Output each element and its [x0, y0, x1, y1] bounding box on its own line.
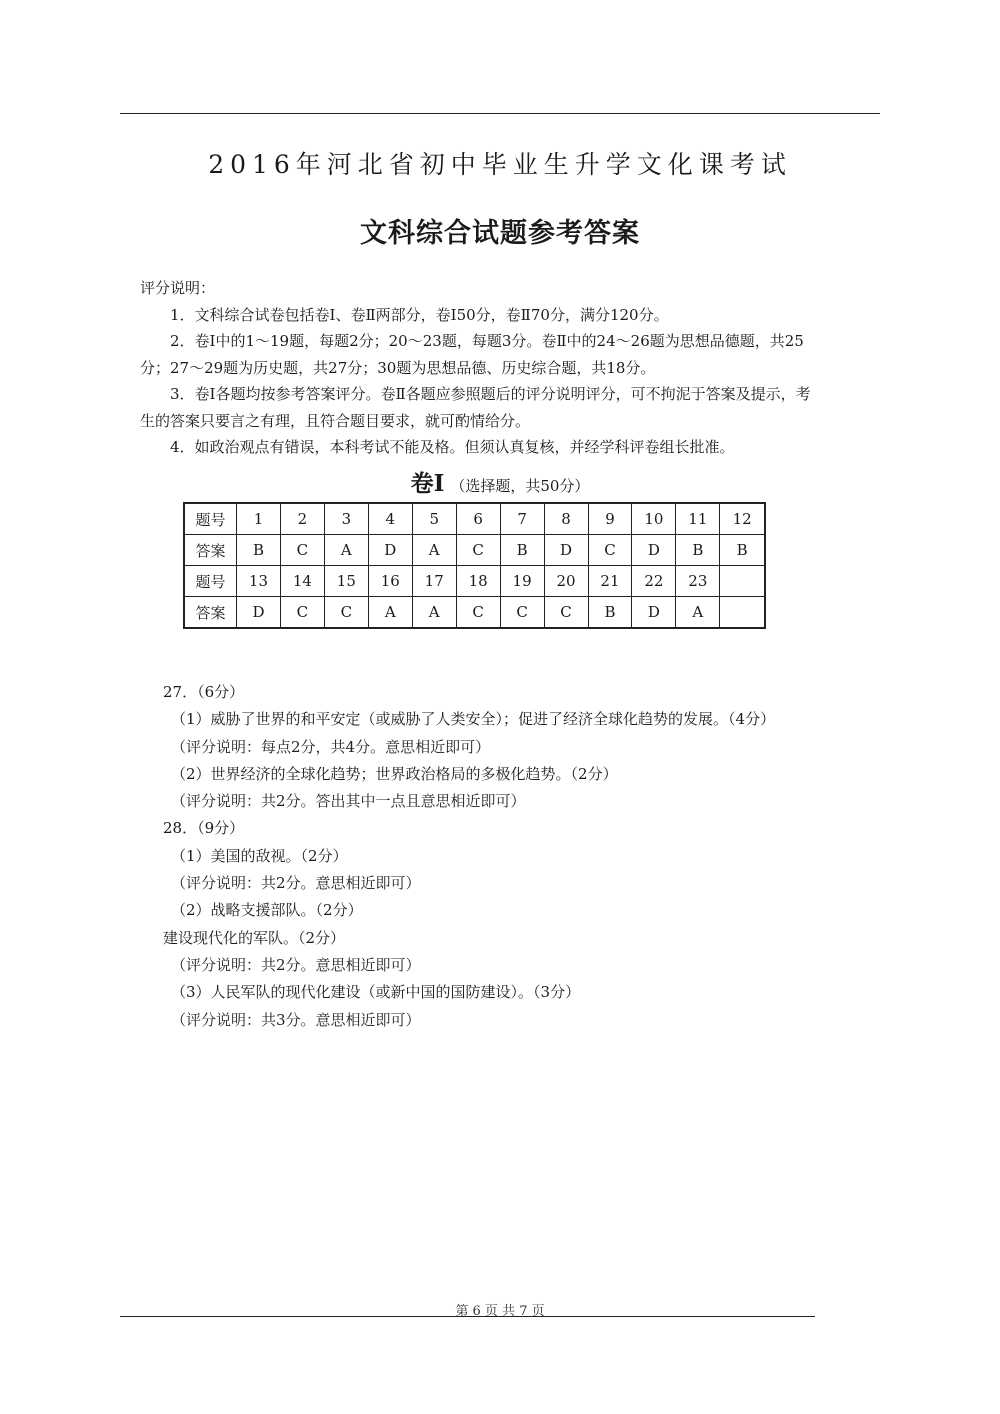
section-title: 卷Ⅰ [410, 470, 445, 497]
table-cell: 23 [676, 566, 720, 597]
grading-note: （评分说明：共3分。意思相近即可） [171, 1010, 421, 1029]
grading-item: 2．卷Ⅰ中的1～19题，每题2分；20～23题，每题3分。卷Ⅱ中的24～26题为思想品德题，共25分；27～29题为历史题，共27分；30题为思想品德、历史综合题，共18分。 [140, 332, 804, 377]
table-cell: 11 [676, 503, 720, 535]
table-cell: 6 [456, 503, 500, 535]
table-cell: A [412, 597, 456, 629]
table-row [184, 597, 765, 629]
bottom-rule [120, 1316, 815, 1317]
answer-line: （2）世界经济的全球化趋势；世界政治格局的多极化趋势。（2分） [171, 764, 618, 783]
table-cell: 13 [237, 566, 281, 597]
table-cell: C [324, 597, 368, 629]
question-heading: 28．（9分） [163, 819, 245, 838]
table-cell: B [676, 535, 720, 566]
table-cell [720, 597, 765, 629]
page-number: 第 6 页 共 7 页 [455, 1304, 545, 1319]
top-rule [120, 113, 880, 114]
table-cell: 20 [544, 566, 588, 597]
table-cell: 3 [324, 503, 368, 535]
table-row [184, 566, 765, 597]
document-header [0, 145, 1000, 250]
table-cell: 16 [368, 566, 412, 597]
table-cell: 4 [368, 503, 412, 535]
table-cell: 17 [412, 566, 456, 597]
table-cell [720, 566, 765, 597]
answer-line: （1）美国的敌视。（2分） [171, 846, 348, 865]
table-cell: 14 [280, 566, 324, 597]
table-cell: D [237, 597, 281, 629]
table-cell: B [237, 535, 281, 566]
table-cell: 2 [280, 503, 324, 535]
table-cell: B [720, 535, 765, 566]
row-label: 答案 [184, 535, 237, 566]
answer-line: （2）战略支援部队。（2分） [171, 901, 363, 920]
table-cell: A [412, 535, 456, 566]
table-row [184, 503, 765, 535]
table-cell: A [324, 535, 368, 566]
table-cell: A [676, 597, 720, 629]
table-cell: D [544, 535, 588, 566]
grading-item: 3．卷Ⅰ各题均按参考答案评分。卷Ⅱ各题应参照题后的评分说明评分，可不拘泥于答案及提示，考生的答案只要言之有理，且符合题目要求，就可酌情给分。 [140, 385, 811, 430]
table-cell: B [500, 535, 544, 566]
table-cell: 1 [237, 503, 281, 535]
table-cell: C [280, 597, 324, 629]
table-cell: C [456, 597, 500, 629]
grading-note: （评分说明：共2分。意思相近即可） [171, 955, 421, 974]
grading-heading: 评分说明： [140, 279, 216, 297]
table-cell: 7 [500, 503, 544, 535]
table-cell: D [632, 535, 676, 566]
table-cell: A [368, 597, 412, 629]
table-cell: 9 [588, 503, 632, 535]
table-cell: 18 [456, 566, 500, 597]
table-cell: 15 [324, 566, 368, 597]
table-cell: B [588, 597, 632, 629]
table-cell: 5 [412, 503, 456, 535]
table-cell: C [500, 597, 544, 629]
table-cell: 8 [544, 503, 588, 535]
table-cell: D [632, 597, 676, 629]
table-cell: C [280, 535, 324, 566]
answer-line: 建设现代化的军队。（2分） [163, 928, 346, 947]
grading-item: 1．文科综合试卷包括卷Ⅰ、卷Ⅱ两部分，卷Ⅰ50分，卷Ⅱ70分，满分120分。 [170, 305, 669, 324]
document-subtitle: 文科综合试题参考答案 [360, 218, 640, 249]
grading-notes [140, 275, 820, 461]
row-label: 题号 [184, 503, 237, 535]
section-note: （选择题，共50分） [450, 477, 590, 495]
table-cell: 21 [588, 566, 632, 597]
grading-note: （评分说明：共2分。答出其中一点且意思相近即可） [171, 792, 526, 811]
answer-line: （3）人民军队的现代化建设（或新中国的国防建设）。（3分） [171, 983, 581, 1002]
grading-note: （评分说明：共2分。意思相近即可） [171, 874, 421, 893]
table-row [184, 535, 765, 566]
section-heading [0, 465, 1000, 498]
table-cell: C [544, 597, 588, 629]
row-label: 答案 [184, 597, 237, 629]
table-cell: 10 [632, 503, 676, 535]
table-cell: D [368, 535, 412, 566]
grading-note: （评分说明：每点2分，共4分。意思相近即可） [171, 737, 491, 756]
answer-table [183, 502, 766, 629]
row-label: 题号 [184, 566, 237, 597]
grading-item: 4．如政治观点有错误，本科考试不能及格。但须认真复核，并经学科评卷组长批准。 [170, 438, 735, 456]
answers-section [163, 679, 843, 1034]
table-cell: C [588, 535, 632, 566]
document-title: 2016年河北省初中毕业生升学文化课考试 [208, 150, 792, 179]
table-cell: 19 [500, 566, 544, 597]
table-cell: 12 [720, 503, 765, 535]
answer-line: （1）威胁了世界的和平安定（或威胁了人类安全）；促进了经济全球化趋势的发展。（4分） [171, 710, 776, 729]
question-heading: 27．（6分） [163, 683, 245, 701]
table-cell: 22 [632, 566, 676, 597]
table-cell: C [456, 535, 500, 566]
